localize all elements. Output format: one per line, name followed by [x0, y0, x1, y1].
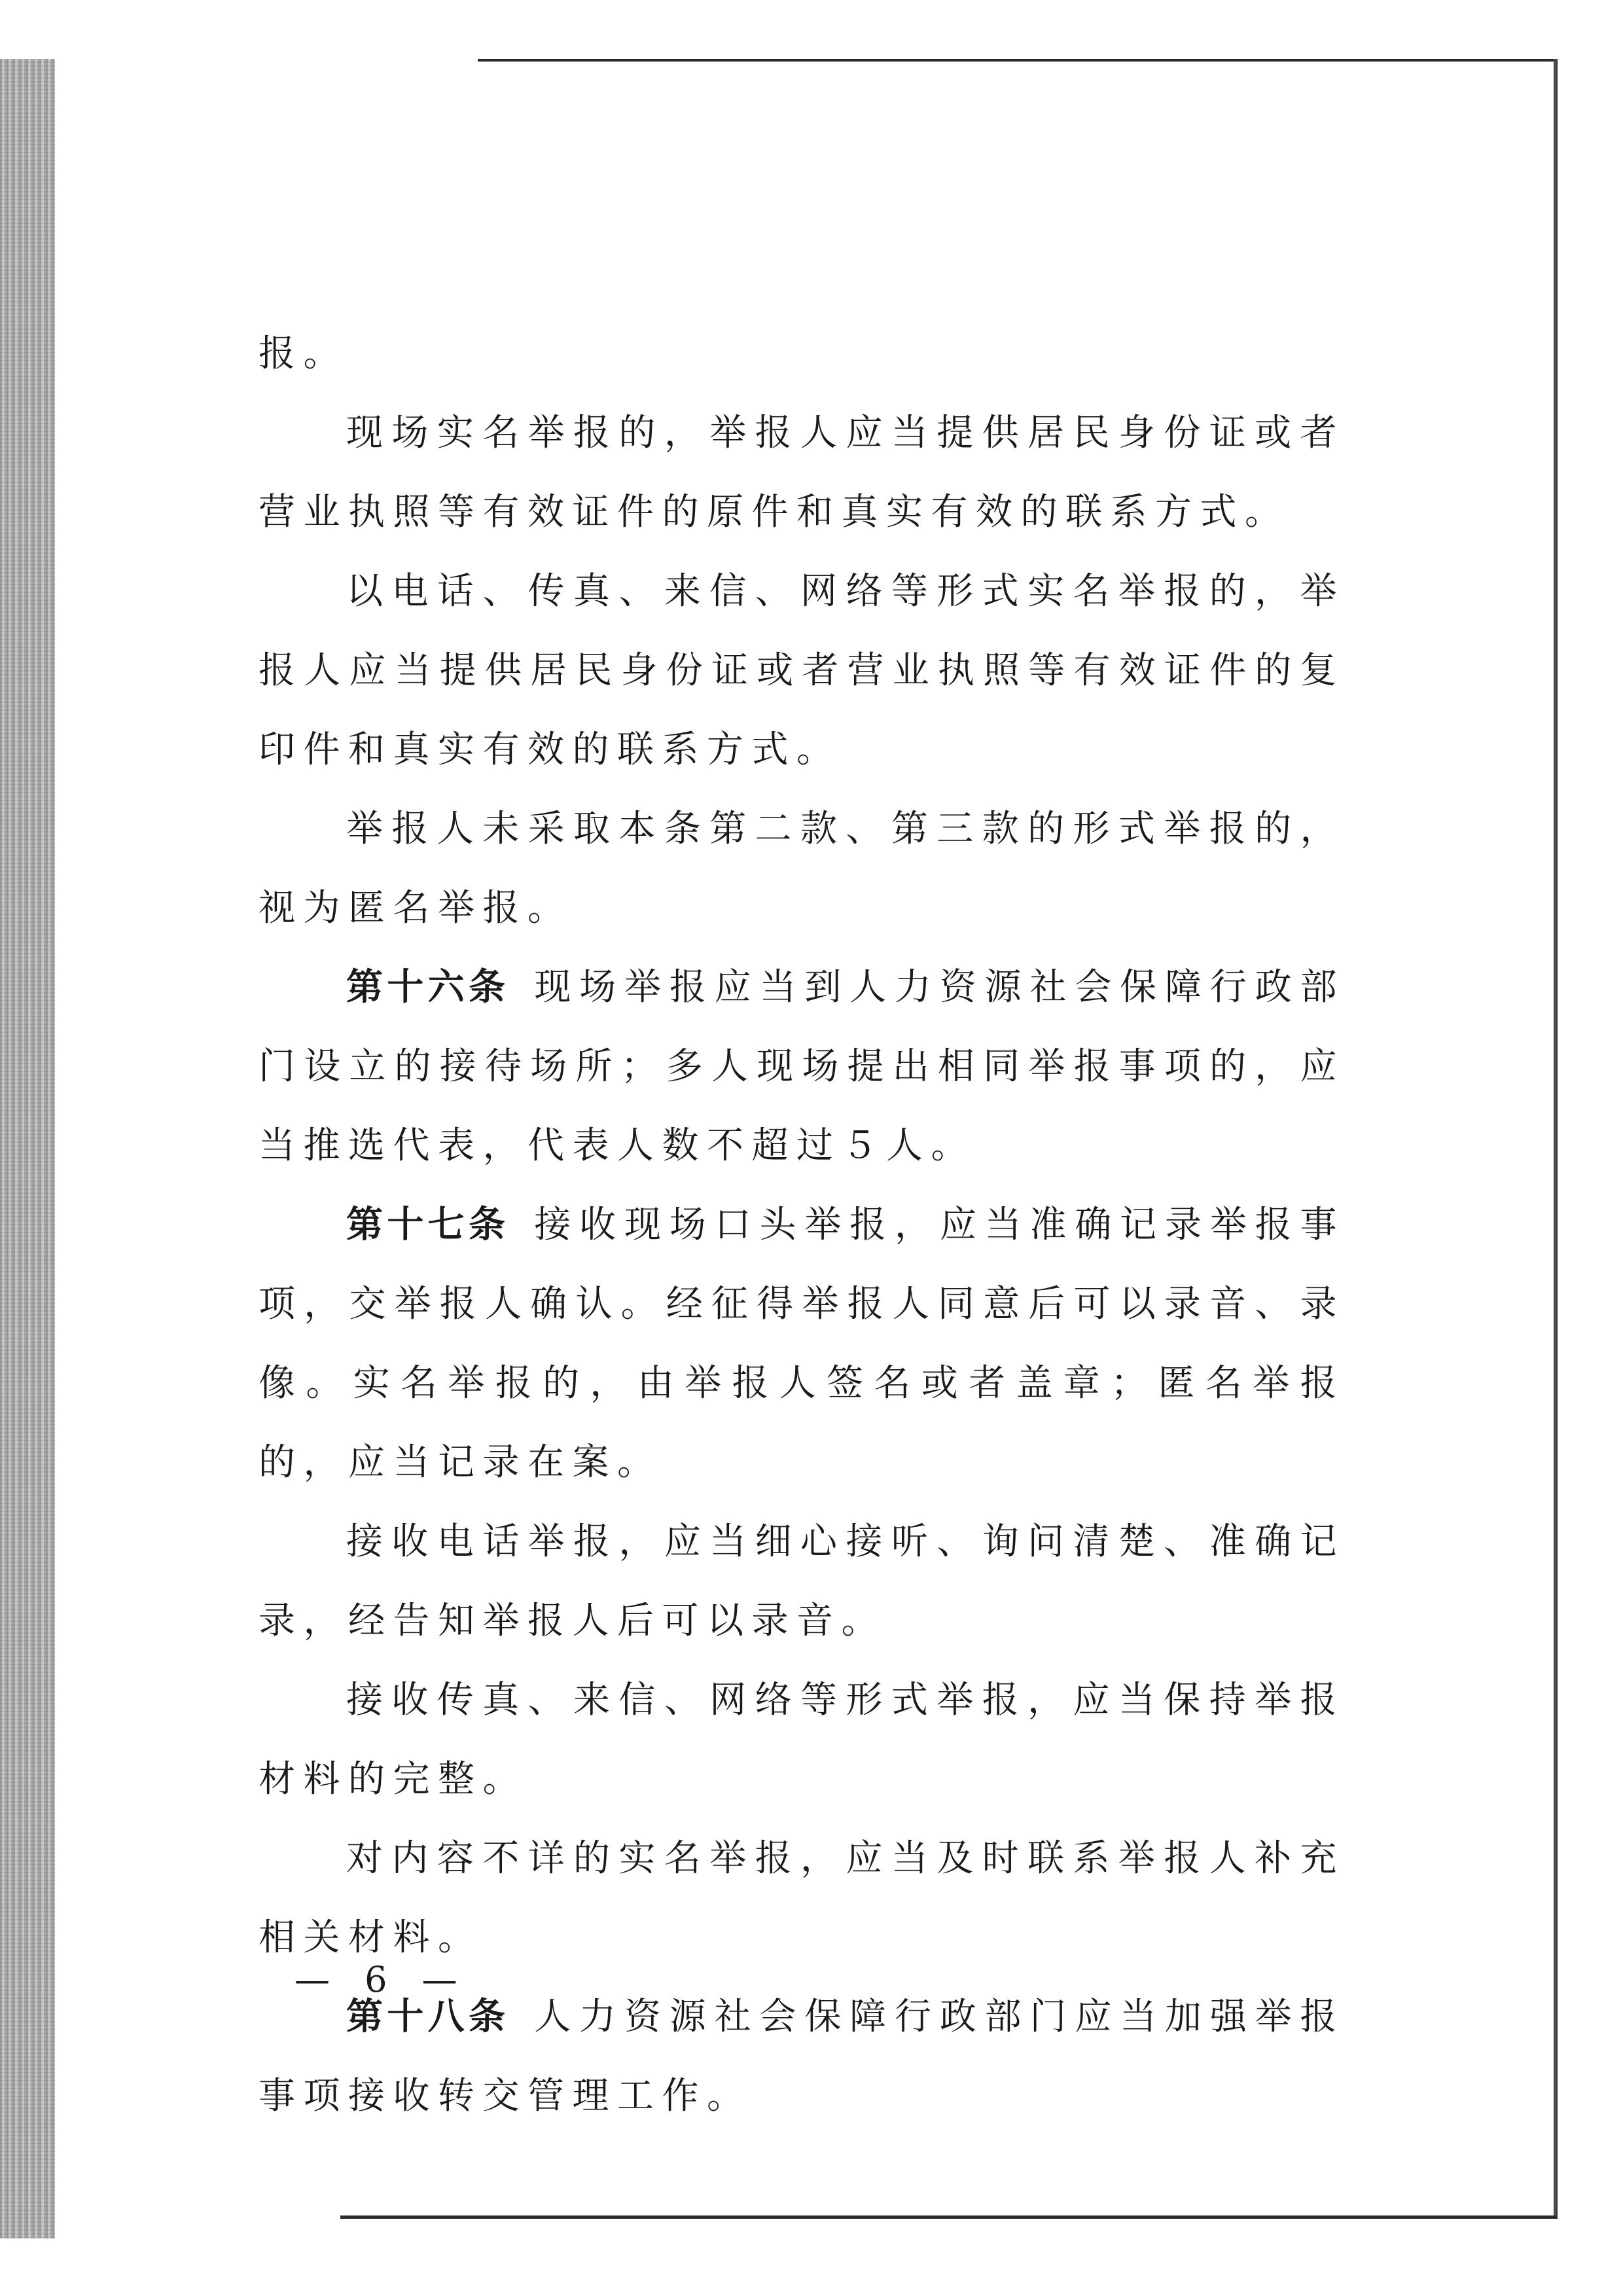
article-17 — [259, 1185, 1345, 1502]
paragraph-text: 以电话、传真、来信、网络等形式实名举报的，举报人应当提供居民身份证或者营业执照等有效证件的复印件和真实有效的联系方式。 — [259, 570, 1345, 771]
paragraph-text: 接收现场口头举报，应当准确记录举报事项，交举报人确认。经征得举报人同意后可以录音、录像。实名举报的，由举报人签名或者盖章；匿名举报的，应当记录在案。 — [259, 1204, 1346, 1484]
article-16 — [259, 948, 1345, 1185]
paragraph-onsite-real-name — [259, 393, 1345, 552]
article-heading: 第十七条 — [346, 1203, 510, 1246]
paragraph-text: 对内容不详的实名举报，应当及时联系举报人补充相关材料。 — [259, 1837, 1345, 1959]
page-number: — 6 — — [294, 1959, 469, 2000]
paragraph-text: 现场举报应当到人力资源社会保障行政部门设立的接待场所；多人现场提出相同举报事项的，应当推选代表，代表人数不超过５人。 — [259, 966, 1346, 1167]
paragraph-incomplete-report — [259, 1819, 1345, 1977]
page-border-top-gap — [419, 59, 478, 62]
paragraph-1-continuation — [259, 314, 1345, 393]
paragraph-text: 现场实名举报的，举报人应当提供居民身份证或者营业执照等有效证件的原件和真实有效的联系方式。 — [259, 412, 1345, 533]
document-body — [259, 314, 1345, 2136]
article-heading: 第十八条 — [346, 1995, 510, 2038]
paragraph-text: 报。 — [259, 332, 348, 375]
page-border-right — [1554, 59, 1558, 2219]
paragraph-text: 举报人未采取本条第二款、第三款的形式举报的，视为匿名举报。 — [259, 808, 1345, 929]
paragraph-text: 接收电话举报，应当细心接听、询问清楚、准确记录，经告知举报人后可以录音。 — [259, 1520, 1345, 1642]
paragraph-text: 接收传真、来信、网络等形式举报，应当保持举报材料的完整。 — [259, 1679, 1345, 1801]
scan-binding-strip — [0, 59, 55, 2238]
page-border-top — [419, 59, 1558, 62]
article-heading: 第十六条 — [346, 965, 510, 1009]
paragraph-anonymous — [259, 789, 1345, 948]
paragraph-fax-letter-report — [259, 1660, 1345, 1819]
paragraph-phone-report — [259, 1502, 1345, 1660]
paragraph-text: 人力资源社会保障行政部门应当加强举报事项接收转交管理工作。 — [259, 1996, 1346, 2117]
page-border-bottom — [340, 2215, 1558, 2219]
paragraph-remote-real-name — [259, 552, 1345, 789]
